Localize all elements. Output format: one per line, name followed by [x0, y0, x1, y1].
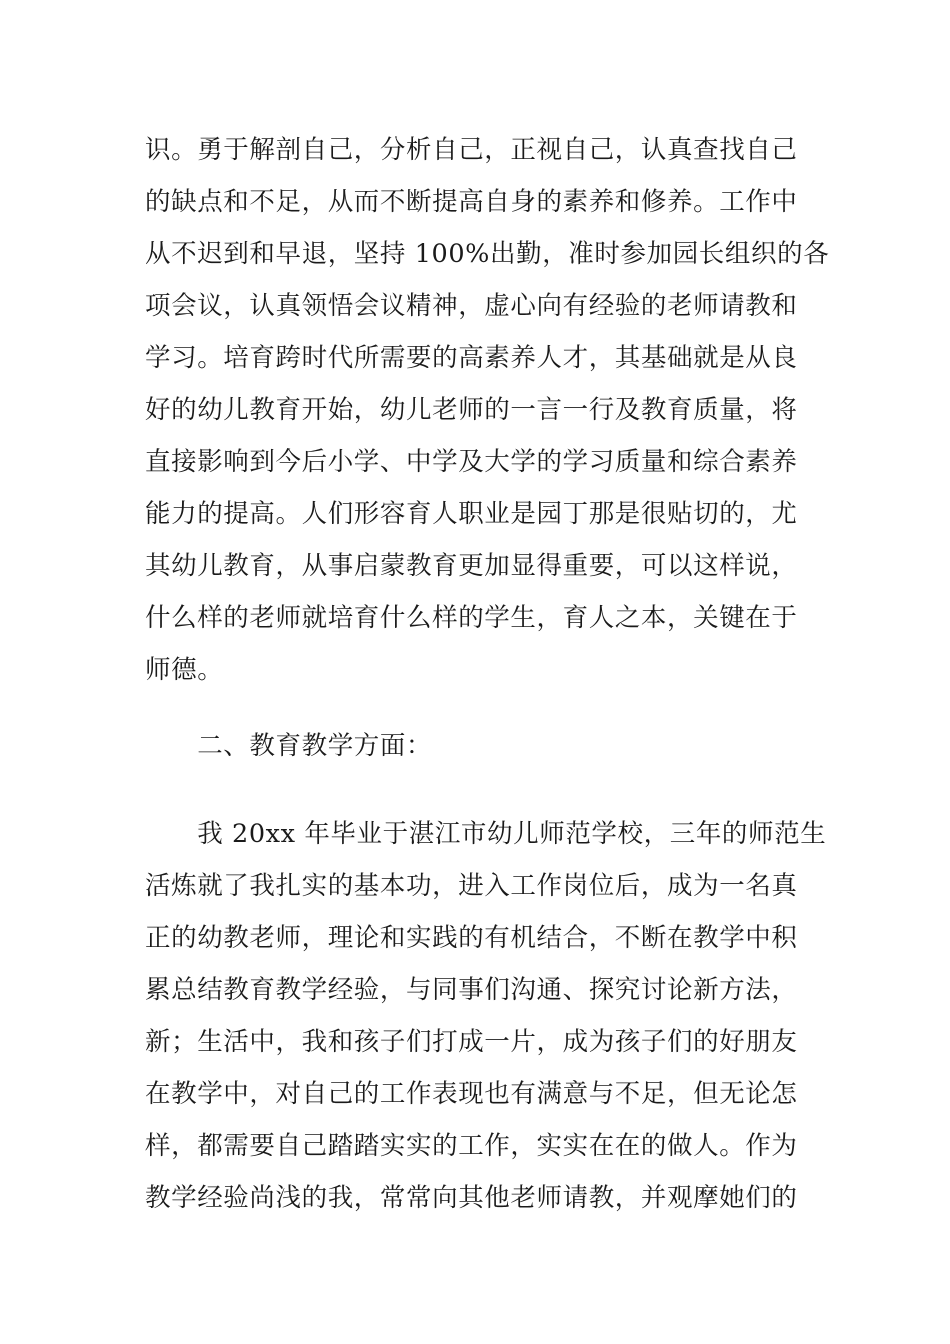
paragraph-teacher-ethics: [145, 124, 830, 696]
text-line: 识。勇于解剖自己，分析自己，正视自己，认真查找自己: [145, 135, 798, 165]
text-line: 其幼儿教育，从事启蒙教育更加显得重要，可以这样说，: [145, 551, 798, 581]
section-heading: [145, 720, 810, 772]
text-line: 项会议，认真领悟会议精神，虚心向有经验的老师请教和: [145, 291, 798, 321]
paragraph-teaching: [145, 808, 827, 1224]
text-line: 好的幼儿教育开始，幼儿老师的一言一行及教育质量，将: [145, 395, 798, 425]
text-line: 能力的提高。人们形容育人职业是园丁那是很贴切的，尤: [145, 499, 798, 529]
text-line: 的缺点和不足，从而不断提高自身的素养和修养。工作中: [145, 187, 798, 217]
text-line: 正的幼教老师，理论和实践的有机结合，不断在教学中积: [145, 923, 798, 953]
text-line: 直接影响到今后小学、中学及大学的学习质量和综合素养: [145, 447, 798, 477]
section-heading-text: 二、教育教学方面：: [145, 731, 433, 761]
text-line: 什么样的老师就培育什么样的学生，育人之本，关键在于: [145, 603, 798, 633]
text-line: 累总结教育教学经验，与同事们沟通、探究讨论新方法，: [145, 975, 798, 1005]
text-line: 在教学中，对自己的工作表现也有满意与不足，但无论怎: [145, 1079, 798, 1109]
text-line: 新；生活中，我和孩子们打成一片，成为孩子们的好朋友: [145, 1027, 798, 1057]
text-line: 教学经验尚浅的我，常常向其他老师请教，并观摩她们的: [145, 1183, 798, 1213]
text-line: 我 20xx 年毕业于湛江市幼儿师范学校，三年的师范生: [145, 819, 827, 849]
text-line: 学习。培育跨时代所需要的高素养人才，其基础就是从良: [145, 343, 798, 373]
text-line: 活炼就了我扎实的基本功，进入工作岗位后，成为一名真: [145, 871, 798, 901]
text-line: 样，都需要自己踏踏实实的工作，实实在在的做人。作为: [145, 1131, 798, 1161]
text-line: 从不迟到和早退，坚持 100%出勤，准时参加园长组织的各: [145, 239, 830, 269]
text-line: 师德。: [145, 655, 224, 685]
